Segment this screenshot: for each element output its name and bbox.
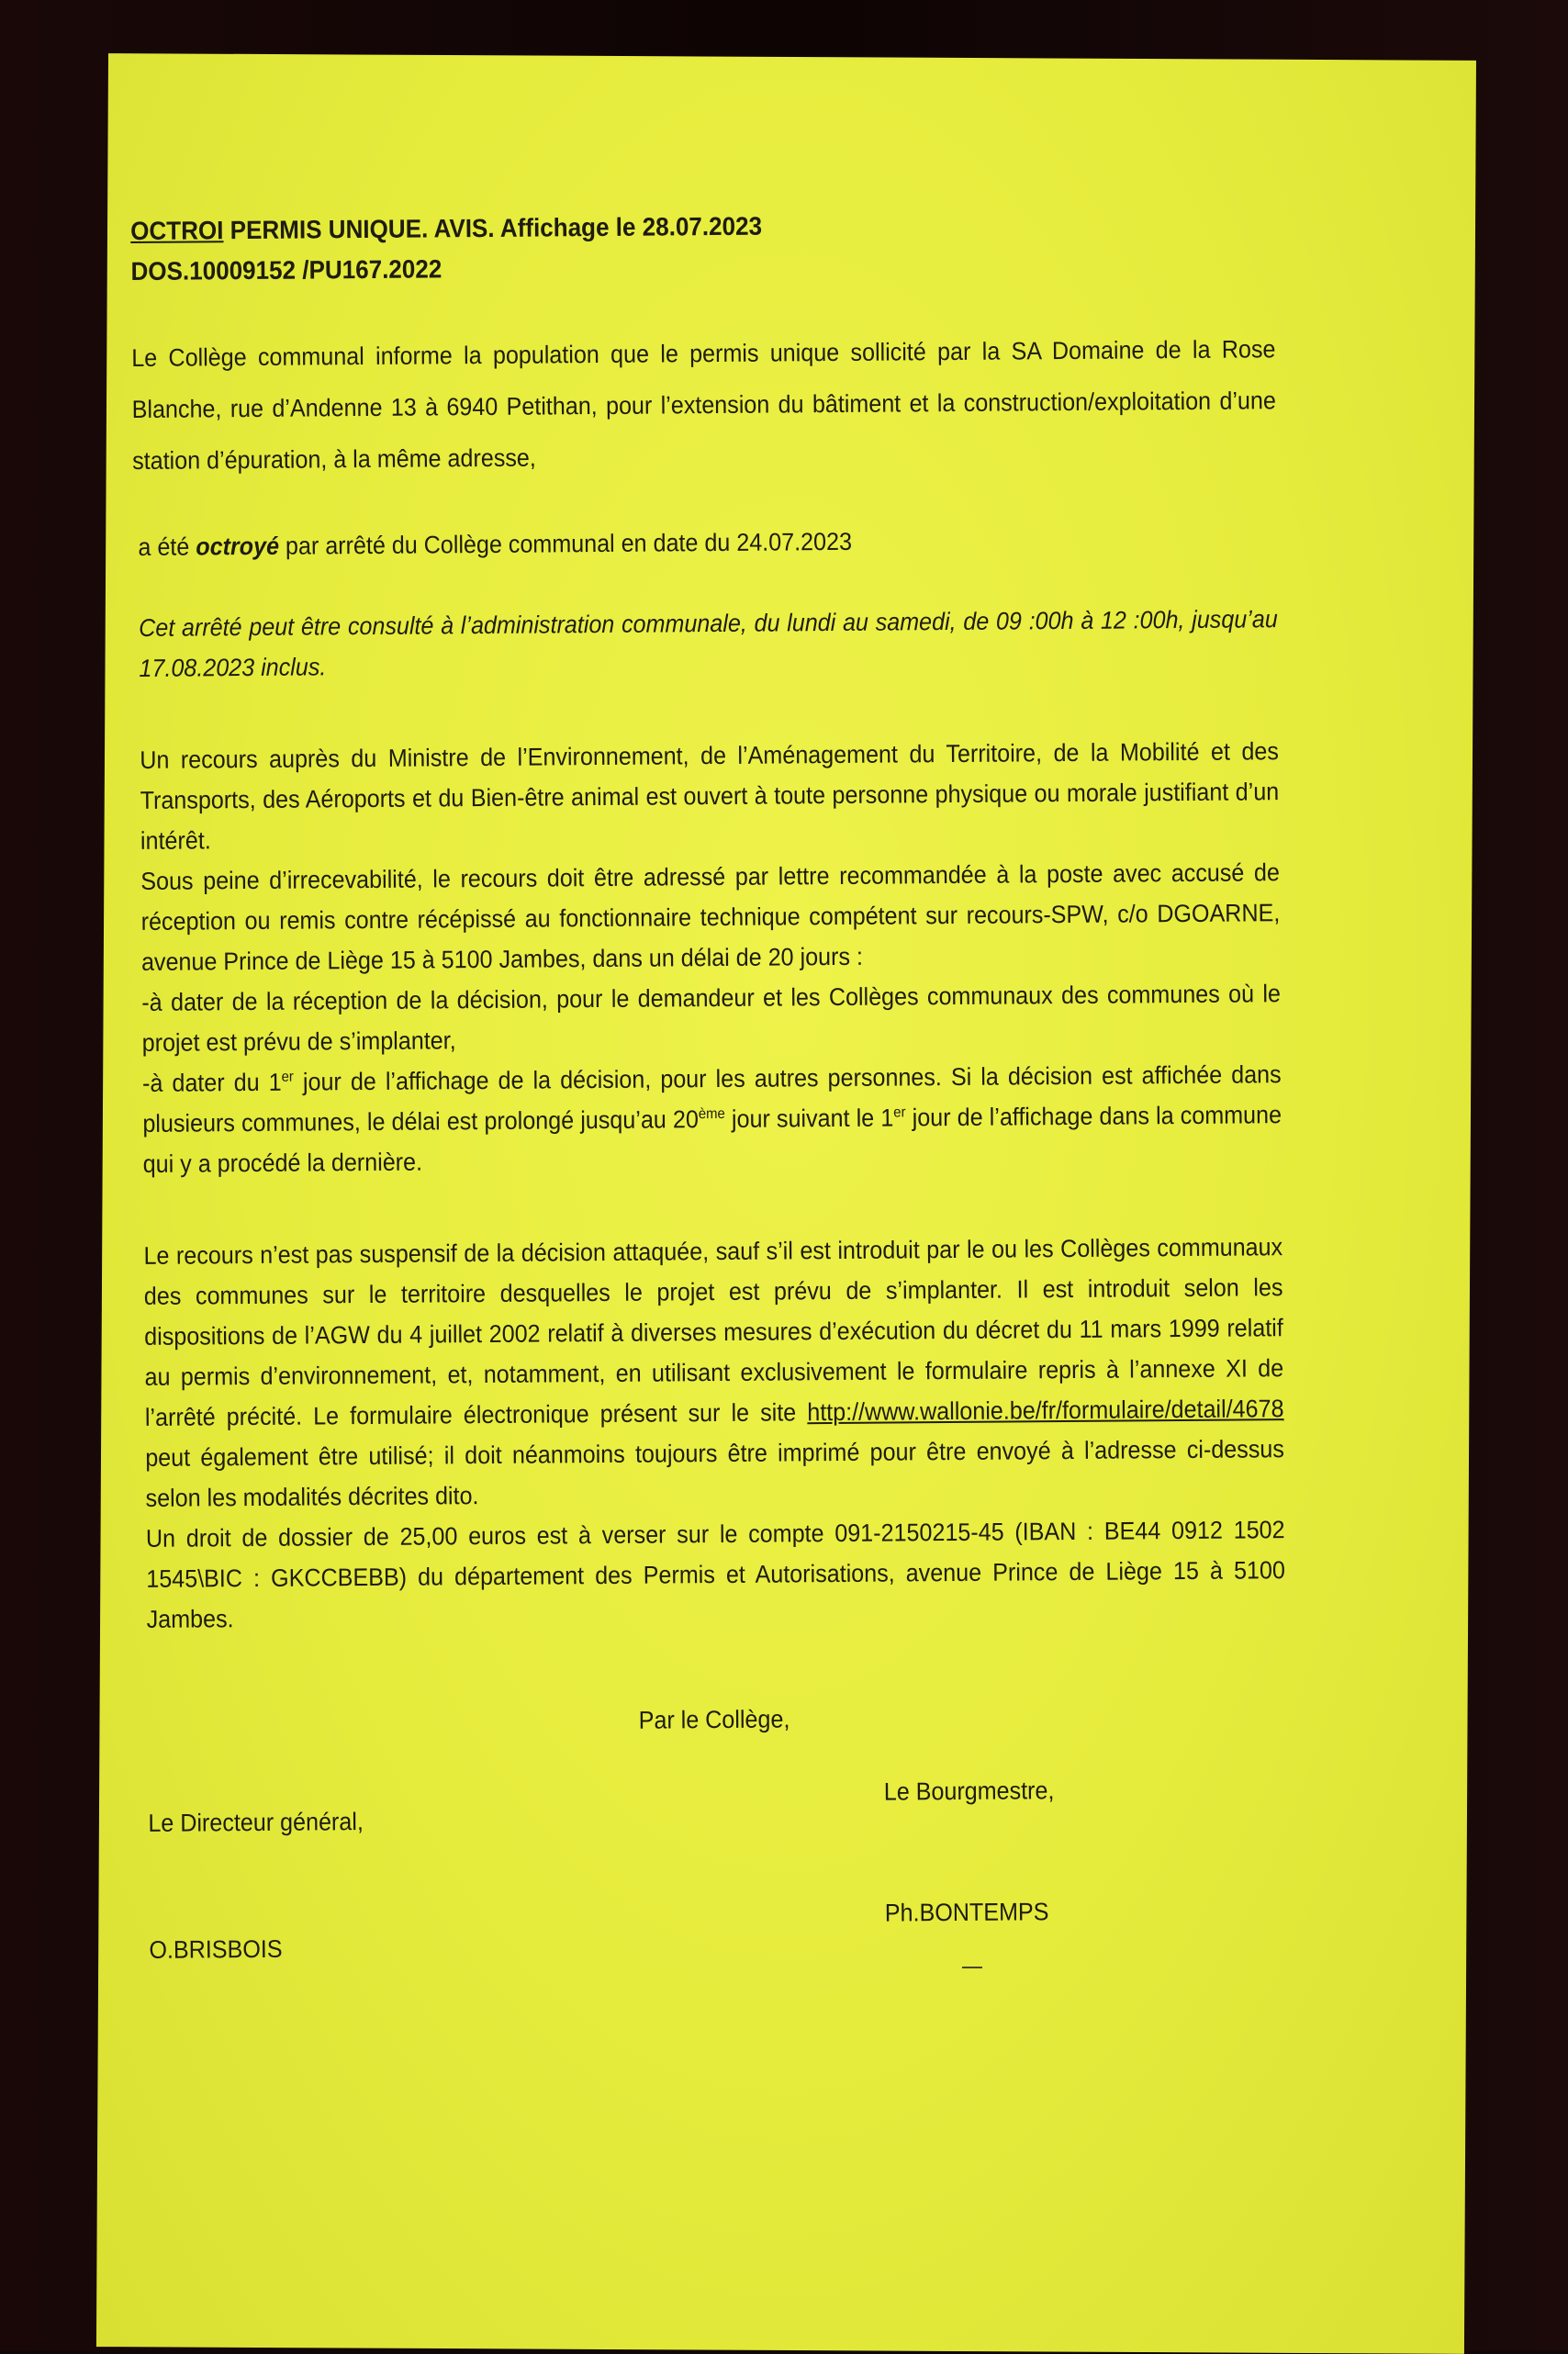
par-le-college: Par le Collège, [638,1705,790,1734]
grant-statement [133,518,1278,567]
notice-document [130,202,1288,1985]
directeur-title: Le Directeur général, [148,1808,364,1837]
consultation-paragraph: Cet arrêté peut être consulté à l’administration communale, du lundi au samedi, de 09 :00h à 12 :00h, jusqu’au 17.08.2023 inclus. [139,605,1278,682]
signature-stroke [962,1967,982,1968]
recours-paragraph-3: -à dater de la réception de la décision, pour le demandeur et les Collèges communaux des communes où le projet est prévu de s’implanter, [141,980,1282,1057]
suspension-text-b: peut également être utilisé; il doit néanmoins toujours être imprimé pour être envoyé à l’adresse ci-dessus selon les modalités décrites dito. [145,1435,1284,1512]
heading-octroi: OCTROI [130,216,224,245]
bourgmestre-name: Ph.BONTEMPS [884,1898,1049,1927]
heading-title: PERMIS UNIQUE. AVIS. Affichage le 28.07.2023 [223,211,763,245]
grant-emphasis: octroyé [196,532,280,561]
signature-titles [142,1774,1287,1856]
p4-part-a: -à dater du 1 [141,1068,282,1097]
p4-part-c: jour suivant le 1 [724,1104,894,1133]
directeur-name: O.BRISBOIS [149,1934,283,1964]
p4-sup-1: er [281,1069,294,1085]
signature-names [144,1898,1289,1985]
intro-paragraph: Le Collège communal informe la population que le permis unique sollicité par la SA Domaine de la Rose Blanche, rue d’Andenne 13 à 6940 Petithan, pour l’extension du bâtiment et la construction/exploitation d’une station d’épuration, à la même adresse, [131,335,1276,475]
p4-part-b: jour de l’affichage de la décision, pour les autres personnes. Si la décision est affichée dans plusieurs communes, le délai est prolongé jusqu’au 20 [142,1060,1282,1138]
dossier-reference: DOS.10009152 /PU167.2022 [130,254,442,286]
recours-paragraph-2: Sous peine d’irrecevabilité, le recours doit être adressé par lettre recommandée à la poste avec accusé de réception ou remis contre récépissé au fonctionnaire technique compétent sur recours-SPW, c/o DGOARNE, avenue Prince de Liège 15 à 5100 Jambes, dans un délai de 20 jours : [140,858,1281,976]
fee-paragraph: Un droit de dossier de 25,00 euros est à verser sur le compte 091-2150215-45 (IBAN : BE44 0912 1502 1545\BIC : GKCCBEBB) du département des Permis et Autorisations, avenue Prince de Liège 15 à 5100 Jambes. [145,1516,1285,1633]
p4-sup-2: ème [698,1105,725,1123]
p4-part-d: jour de l’affichage dans la commune qui y a procédé la dernière. [142,1101,1282,1178]
grant-before: a été [138,532,196,561]
suspension-paragraph [139,1227,1285,1519]
wallonie-form-link[interactable]: http://www.wallonie.be/fr/formulaire/detail/4678 [807,1395,1284,1427]
recours-paragraph-1: Un recours auprès du Ministre de l’Environnement, de l’Aménagement du Territoire, de la Mobilité et des Transports, des Aéroports et du Bien-être animal est ouvert à toute personne physique ou morale justifiant d’un intérêt. [140,737,1280,855]
bourgmestre-title: Le Bourgmestre, [883,1777,1055,1806]
grant-after: par arrêté du Collège communal en date du 24.07.2023 [278,527,853,560]
p4-sup-3: er [893,1104,906,1121]
suspension-text-a: Le recours n’est pas suspensif de la décision attaquée, sauf s’il est introduit par le ou les Collèges communaux des communes sur le territoire desquelles le projet est prévu de s’implanter. Il est introduit selon les dispositions de l’AGW du 4 juillet 2002 relatif à diverses mesures d’exécution du décret du 11 mars 1999 relatif au permis d’environnement, et, notamment, en utilisant exclusivement le formulaire repris à l’annexe XI de l’arrêté précité. Le formulaire électronique présent sur le site [143,1233,1284,1431]
recours-paragraph-4 [137,1054,1282,1184]
